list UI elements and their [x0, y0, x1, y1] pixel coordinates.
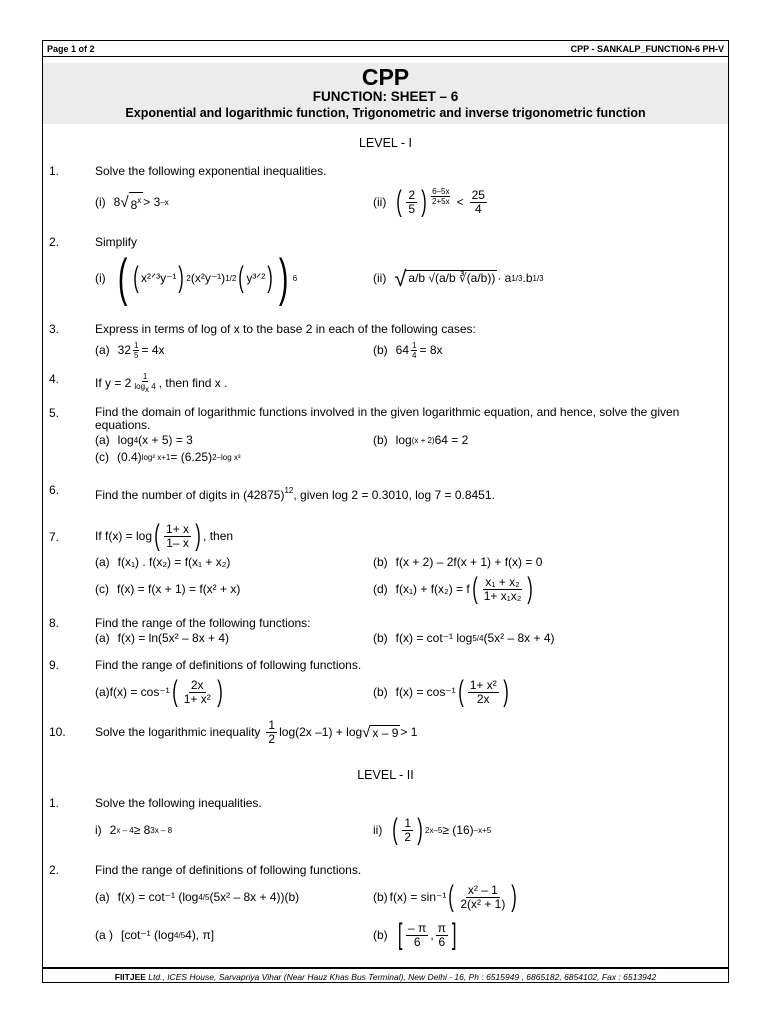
numerator: x² – 1 — [467, 882, 498, 897]
part-c — [95, 928, 373, 943]
exponent: x — [137, 195, 142, 205]
part-ii: ii) ( $\frac{1}{2}$ ) 2x–5 ≥ (16) –x+5 — [373, 813, 492, 846]
part-ii: (ii) √ a/b √(a/b ∛(a/b)) · a 1/3 .b 1/3 — [373, 265, 544, 291]
part-a: (a) f(x) = cos⁻¹ ( $\frac{2x}{\text{1+ x²}}$ ) — [95, 675, 223, 708]
question-5 — [43, 406, 728, 465]
expr: ≥ 8 — [133, 822, 151, 837]
sheet-subtitle: Exponential and logarithmic function, Trigonometric and inverse trigonometric function — [125, 106, 646, 120]
page-number: Page 1 of 2 — [47, 44, 95, 54]
denominator: 1– x — [166, 535, 189, 550]
expr: log(2x –1) + log — [279, 725, 363, 739]
question-l2-2 — [43, 863, 728, 950]
question-8 — [43, 616, 728, 646]
question-text: If f(x) = log ( $\frac{1+ x}{1- x}$ ) , then — [95, 519, 234, 552]
part-a — [95, 631, 373, 646]
expr: , given log 2 = 0.3010, log 7 = 0.8451. — [293, 488, 495, 502]
question-6 — [43, 483, 728, 503]
denominator: 1+ x₁x₂ — [483, 588, 522, 603]
denominator: 6 — [413, 934, 421, 949]
denominator: 4 — [412, 351, 417, 360]
expr: = (6.25) — [170, 450, 213, 464]
expr: , then — [203, 528, 234, 543]
exponent: –x — [160, 197, 169, 207]
expr: > 3 — [143, 194, 161, 209]
part-label: (b) — [373, 927, 388, 942]
numerator: 1+ x — [166, 521, 190, 536]
part-b — [373, 631, 555, 646]
part-label: (ii) — [373, 194, 387, 209]
part-label: (b) — [373, 343, 388, 357]
part-b: (b) f(x) = sin⁻¹ ( $\frac{\text{x² – 1}}{\text{2(x² + 1)}}$ ) — [373, 880, 518, 913]
expr: log — [395, 433, 412, 447]
question-text: Solve the following inequalities. — [95, 796, 262, 810]
question-text — [95, 483, 722, 503]
part-label: (a) — [95, 433, 110, 447]
part-label: (b) — [373, 684, 388, 699]
denominator: 2(x² + 1) — [460, 896, 506, 911]
part-c — [95, 582, 373, 597]
expr: .b — [522, 270, 533, 285]
part-label: ii) — [373, 822, 383, 837]
numerator: 1 — [134, 341, 139, 350]
numerator: x₁ + x₂ — [485, 574, 520, 589]
question-number: 5. — [49, 406, 60, 420]
denominator: 2 — [404, 829, 412, 844]
part-label: (a) — [95, 889, 110, 904]
part-b — [373, 341, 443, 360]
numerator: 1 — [268, 718, 276, 732]
part-label: (c) — [95, 450, 109, 464]
part-d: (d) f(x₁) + f(x₂) = f ( $\frac{\text{x₁ + x₂}}{\text{1+ x₁x₂}}$ ) — [373, 572, 534, 605]
part-label: i) — [95, 822, 102, 837]
numerator: 1 — [404, 815, 412, 830]
expr: f(x) = f(x + 1) = f(x² + x) — [117, 581, 241, 596]
exponent: 3x – 8 — [150, 825, 173, 835]
question-number: 7. — [49, 530, 60, 544]
question-1 — [43, 164, 728, 217]
expr: 2 — [109, 822, 117, 837]
subscript: 4/5 — [198, 892, 210, 902]
expr: 4), π] — [185, 927, 215, 942]
expr: f(x) = cot⁻¹ log — [395, 631, 473, 645]
numerator: 2 — [408, 187, 416, 202]
expr: f(x) = cot⁻¹ (log — [117, 889, 199, 904]
expr: log — [117, 433, 134, 447]
title-band — [43, 63, 728, 124]
footer-address: Ltd., ICES House, Sarvapriya Vihar (Near Hauz Khas Bus Terminal), New Delhi - 16, Ph : 6515949 , 6865182, 6854102, Fax : 6513942 — [145, 972, 657, 982]
question-text: Find the range of the following functions: — [95, 616, 311, 630]
part-i: (i) 8 √ 8$^x$ > 3 –x — [95, 193, 169, 212]
expr: [cot⁻¹ (log — [121, 927, 175, 942]
expr: > 1 — [400, 725, 418, 739]
numerator: 25 — [471, 187, 485, 202]
question-number: 1. — [49, 796, 60, 810]
radicand: a/b √(a/b ∛(a/b)) — [408, 271, 496, 285]
part-b — [373, 433, 468, 448]
expr: f(x) = cos⁻¹ — [109, 684, 170, 699]
exponent: 12 — [284, 486, 294, 495]
question-2 — [43, 235, 728, 307]
part-a — [95, 890, 373, 905]
expr: If f(x) = log — [95, 528, 153, 543]
expr: f(x) = sin⁻¹ — [389, 889, 447, 904]
expr: , then find x . — [158, 375, 228, 390]
denominator: 1+ x² — [183, 691, 211, 706]
expr: f(x) = cos⁻¹ — [395, 684, 456, 699]
expr: · a — [497, 270, 512, 285]
part-label: (i) — [95, 270, 106, 285]
question-3 — [43, 322, 728, 360]
denominator: 5 — [408, 201, 416, 216]
denominator: log — [134, 382, 146, 391]
numerator: 6–5x — [432, 187, 450, 196]
part-label: (i) — [95, 194, 106, 209]
question-number: 4. — [49, 372, 60, 386]
subscript: (x + 2) — [411, 436, 435, 445]
question-text: Find the range of definitions of following functions. — [95, 863, 362, 877]
question-number: 2. — [49, 235, 60, 249]
part-a — [95, 555, 373, 570]
expr: 64 = 2 — [434, 433, 469, 447]
denominator: 2 — [268, 732, 276, 746]
expr: f(x₁) + f(x₂) = f — [395, 581, 470, 596]
radicand: 8 — [130, 197, 138, 212]
operator: < — [456, 194, 464, 209]
radicand: x – 9 — [372, 725, 399, 740]
question-7 — [43, 521, 728, 604]
question-number: 9. — [49, 658, 60, 672]
part-label: (b) — [373, 433, 388, 447]
part-label: (b) — [373, 555, 388, 569]
expr: (x²y⁻¹) — [190, 270, 226, 285]
part-ii: (ii) ( $\frac{2}{5}$ ) $\frac{6-5x}{2+5x}$ < $\frac{25}{4}$ — [373, 185, 485, 218]
part-a — [95, 341, 373, 360]
part-label: (a) — [95, 631, 110, 645]
expr: f(x) = ln(5x² – 8x + 4) — [117, 631, 230, 645]
exponent: –x+5 — [473, 825, 492, 835]
subscript: 5/4 — [472, 634, 484, 643]
exponent: 2x–5 — [425, 825, 443, 835]
question-text: Solve the following exponential inequalities. — [95, 164, 327, 178]
question-10 — [43, 719, 728, 746]
subscript: 4 — [133, 436, 139, 445]
expr: If y = 2 — [95, 375, 132, 390]
denominator: 6 — [438, 934, 446, 949]
part-d: (b) [ $\frac{- \pi}{6}$ , $\frac{\pi}{6}$ ] — [373, 918, 457, 951]
page-frame — [42, 40, 729, 983]
part-label: (ii) — [373, 270, 387, 285]
exponent: 2–log x³ — [212, 453, 241, 462]
numerator: 2x — [190, 677, 204, 692]
expr: 8 — [113, 194, 121, 209]
level-two-heading: LEVEL - II — [357, 768, 414, 782]
part-b: (b) f(x) = cos⁻¹ ( $\frac{\text{1+ x²}}{2x}$ ) — [373, 675, 509, 708]
numerator: – π — [408, 920, 427, 935]
expr: Solve the logarithmic inequality — [95, 725, 261, 739]
denominator: 4 — [474, 201, 482, 216]
question-4 — [43, 372, 728, 394]
part-label: (b) — [373, 631, 388, 645]
fiitjee-logo: FIITJEE — [114, 972, 146, 982]
part-c — [95, 450, 373, 465]
expr: Find the number of digits in (42875) — [95, 488, 285, 502]
part-label: (a) — [95, 684, 110, 699]
expr: (5x² – 8x + 4) — [483, 631, 555, 645]
question-number: 6. — [49, 483, 60, 497]
question-text: Simplify — [95, 235, 138, 249]
exponent: x – 4 — [116, 825, 134, 835]
question-text: Express in terms of log of x to the base 2 in each of the following cases: — [95, 322, 476, 336]
expr: = 4x — [141, 343, 165, 357]
exponent: 2 — [186, 273, 191, 283]
numerator: π — [437, 920, 446, 935]
question-number: 2. — [49, 863, 60, 877]
question-text: Find the domain of logarithmic functions involved in the given logarithmic equation, and hence, solve the given equations. — [95, 405, 680, 432]
question-number: 10. — [49, 725, 66, 739]
numerator: 1 — [142, 372, 148, 381]
part-a — [95, 433, 373, 448]
subscript: 4/5 — [174, 930, 186, 940]
expr: (5x² – 8x + 4))(b) — [209, 889, 300, 904]
subscript: x — [145, 385, 150, 394]
exponent: 6 — [292, 273, 298, 283]
expr: ≥ (16) — [442, 822, 474, 837]
part-label: (a ) — [95, 927, 113, 942]
level-one-heading: LEVEL - I — [358, 136, 413, 150]
part-label: (a) — [95, 343, 110, 357]
expr: f(x₁) . f(x₂) = f(x₁ + x₂) — [117, 555, 231, 569]
question-l2-1 — [43, 796, 728, 845]
denominator: 2+5x — [432, 197, 450, 206]
question-number: 1. — [49, 164, 60, 178]
question-text — [95, 372, 722, 394]
denominator: 2x — [476, 691, 490, 706]
sheet-code: CPP - SANKALP_FUNCTION-6 PH-V — [570, 44, 724, 54]
expr: 32 — [117, 343, 132, 357]
expr: 64 — [395, 343, 410, 357]
question-text: Find the range of definitions of following functions. — [95, 658, 362, 672]
expr: f(x + 2) – 2f(x + 1) + f(x) = 0 — [395, 555, 543, 569]
numerator: 1+ x² — [469, 677, 497, 692]
page-footer — [42, 967, 729, 982]
part-label: (c) — [95, 581, 109, 596]
doc-title: CPP — [361, 64, 410, 90]
expr: (0.4) — [117, 450, 142, 464]
expr: x²ᐟ³y⁻¹ — [141, 270, 177, 285]
question-text: Solve the logarithmic inequality $\frac{1}{2}$ log(2x –1) + log √ x – 9 > 1 — [95, 718, 418, 746]
exponent: log² x+1 — [141, 453, 171, 462]
question-number: 3. — [49, 322, 60, 336]
part-label: (d) — [373, 581, 388, 596]
denominator: 5 — [134, 351, 139, 360]
expr: (x + 5) = 3 — [138, 433, 193, 447]
sheet-title: FUNCTION: SHEET – 6 — [312, 89, 459, 104]
page-header — [43, 41, 728, 57]
question-number: 8. — [49, 616, 60, 630]
part-b — [373, 555, 542, 570]
part-label: (b) — [373, 889, 388, 904]
part-i — [95, 823, 373, 838]
expr: = 8x — [419, 343, 443, 357]
denominator: 4 — [149, 382, 156, 391]
expr: y³ᐟ² — [246, 270, 266, 285]
part-label: (a) — [95, 555, 110, 569]
exponent: 1/2 — [225, 273, 237, 283]
question-9 — [43, 658, 728, 707]
part-i: (i) ( ( x²ᐟ³y⁻¹ ) 2 (x²y⁻¹) 1/2 ( y³ᐟ² ) ) 6 — [95, 249, 298, 307]
numerator: 1 — [412, 341, 417, 350]
